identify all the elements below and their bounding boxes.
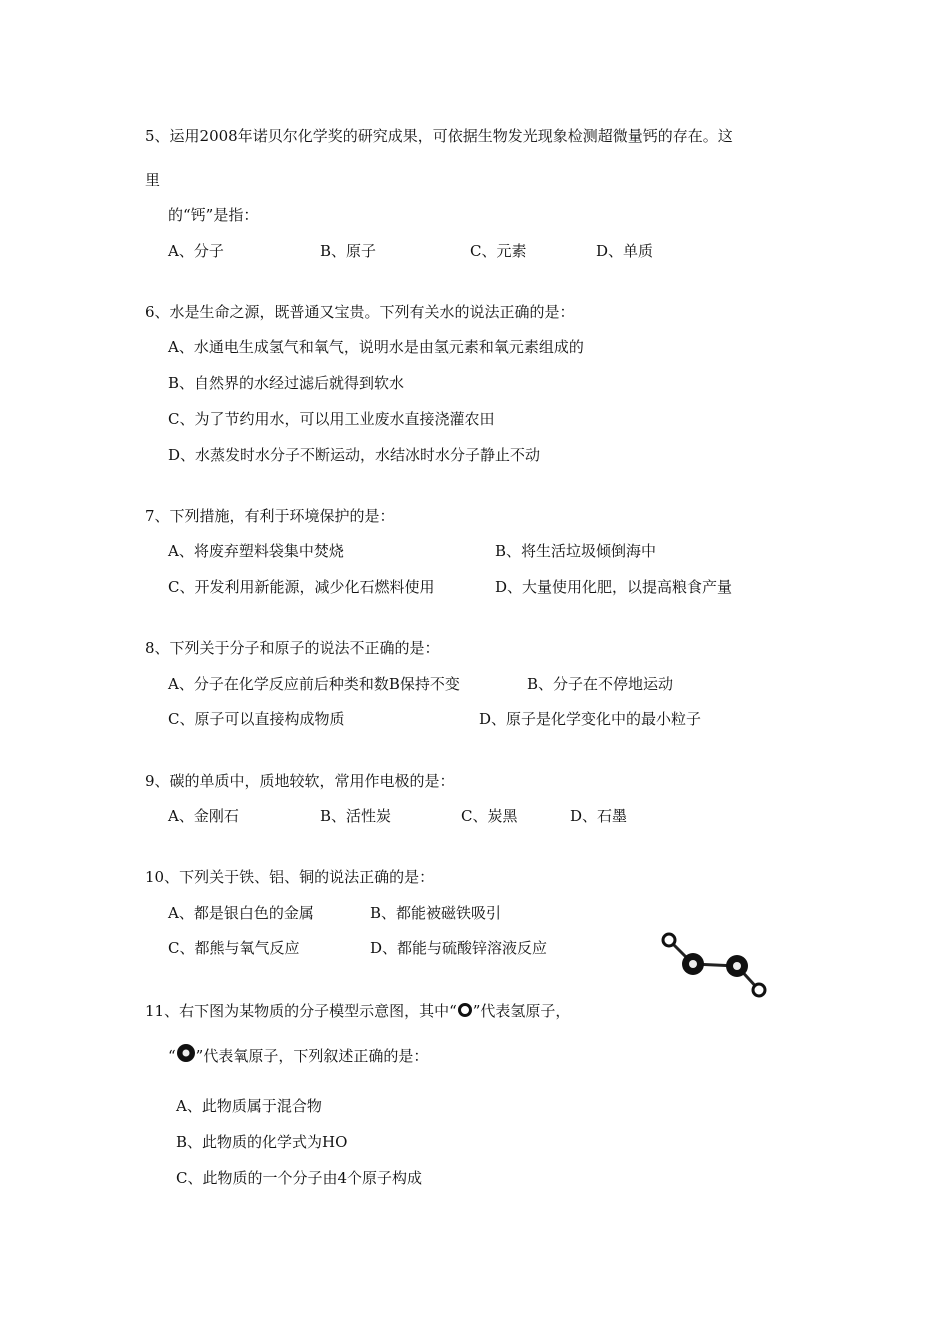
- q9-option-b: B、活性炭: [320, 807, 392, 825]
- hydrogen-atom-icon: [753, 984, 765, 996]
- q5-stem-line3: 的“钙”是指：: [168, 206, 259, 224]
- q10-option-a: A、都是银白色的金属: [168, 904, 314, 922]
- q7-option-d: D、大量使用化肥，以提高粮食产量: [495, 578, 733, 596]
- q5-stem-line1: 5、运用2008年诺贝尔化学奖的研究成果，可依据生物发光现象检测超微量钙的存在。这: [145, 127, 733, 145]
- oxygen-atom-icon: [726, 955, 748, 977]
- oxygen-atom-icon: [176, 1043, 196, 1063]
- q5-option-b: B、原子: [320, 242, 377, 260]
- q11-option-a: A、此物质属于混合物: [176, 1097, 322, 1115]
- q6-option-b: B、自然界的水经过滤后就得到软水: [168, 374, 405, 392]
- q7-option-c: C、开发利用新能源，减少化石燃料使用: [168, 578, 435, 596]
- q7-stem: 7、下列措施，有利于环境保护的是：: [145, 507, 395, 525]
- q8-option-c: C、原子可以直接构成物质: [168, 710, 345, 728]
- q9-option-a: A、金刚石: [168, 807, 239, 825]
- q8-option-b: B、分子在不停地运动: [527, 675, 674, 693]
- q11-stem-text-2: ”代表氢原子，: [472, 1002, 571, 1020]
- q5-option-c: C、元素: [470, 242, 527, 260]
- q11-stem-line2: [168, 1043, 428, 1066]
- q7-option-a: A、将废弃塑料袋集中焚烧: [168, 542, 344, 560]
- molecule-model-figure: [655, 928, 775, 1000]
- q8-option-a: A、分子在化学反应前后种类和数B保持不变: [168, 675, 460, 693]
- q11-stem2-text-2: ”代表氧原子，下列叙述正确的是：: [195, 1047, 429, 1065]
- q10-option-c: C、都熊与氧气反应: [168, 939, 300, 957]
- q11-stem-line1: [145, 1001, 570, 1021]
- q11-option-c: C、此物质的一个分子由4个原子构成: [176, 1169, 423, 1187]
- q6-option-d: D、水蒸发时水分子不断运动，水结冰时水分子静止不动: [168, 446, 541, 464]
- q5-stem-line2: 里: [145, 171, 161, 189]
- q11-stem-text-1: 11、右下图为某物质的分子模型示意图，其中“: [145, 1002, 457, 1020]
- q6-stem: 6、水是生命之源，既普通又宝贵。下列有关水的说法正确的是：: [145, 303, 575, 321]
- q9-option-c: C、炭黑: [461, 807, 518, 825]
- q8-option-d: D、原子是化学变化中的最小粒子: [479, 710, 702, 728]
- hydrogen-atom-icon: [457, 1002, 473, 1018]
- q7-option-b: B、将生活垃圾倾倒海中: [495, 542, 657, 560]
- q11-stem2-text-1: “: [168, 1047, 176, 1065]
- q6-option-c: C、为了节约用水，可以用工业废水直接浇灌农田: [168, 410, 495, 428]
- q8-stem: 8、下列关于分子和原子的说法不正确的是：: [145, 639, 440, 657]
- q10-option-b: B、都能被磁铁吸引: [370, 904, 502, 922]
- oxygen-atom-icon: [682, 953, 704, 975]
- q5-option-a: A、分子: [168, 242, 224, 260]
- q10-option-d: D、都能与硫酸锌溶液反应: [370, 939, 548, 957]
- q5-option-d: D、单质: [596, 242, 654, 260]
- q9-stem: 9、碳的单质中，质地较软，常用作电极的是：: [145, 772, 455, 790]
- q10-stem: 10、下列关于铁、铝、铜的说法正确的是：: [145, 868, 435, 886]
- q11-option-b: B、此物质的化学式为HO: [176, 1133, 348, 1151]
- q6-option-a: A、水通电生成氢气和氧气，说明水是由氢元素和氧元素组成的: [168, 338, 584, 356]
- hydrogen-atom-icon: [663, 934, 675, 946]
- q9-option-d: D、石墨: [570, 807, 628, 825]
